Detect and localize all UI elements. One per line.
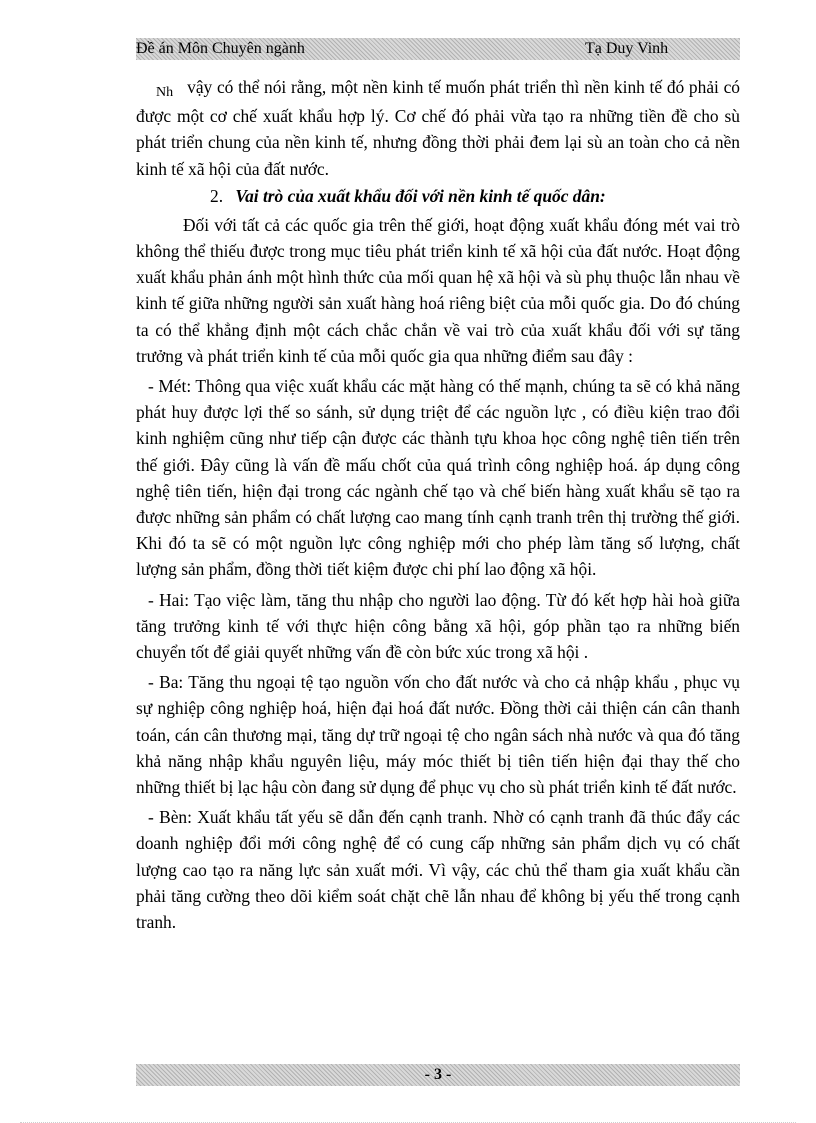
page-header	[136, 38, 740, 60]
bullet-item-4: - Bèn: Xuất khẩu tất yếu sẽ dẫn đến cạnh tranh. Nhờ có cạnh tranh đã thúc đẩy các doanh nghiệp đổi mới công nghệ để có cung cấp những sản phẩm dịch vụ có chất lượng cao tạo ra năng lực sản xuất mới. Vì vậy, các chủ thể tham gia xuất khẩu cần phải tăng cường theo dõi kiểm soát chặt chẽ lẫn nhau để không bị yếu thế trong cạnh tranh.	[136, 807, 740, 933]
paragraph-1: Đối với tất cả các quốc gia trên thế giới, hoạt động xuất khẩu đóng mét vai trò không thể thiếu được trong mục tiêu phát triển kinh tế xã hội của đất nước. Hoạt động xuất khẩu phản ánh một hình thức của mối quan hệ xã hội và sù phụ thuộc lẫn nhau về kinh tế giữa những người sản xuất hàng hoá riêng biệt của mỗi quốc gia. Do đó chúng ta có thể khẳng định một cách chắc chắn về vai trò của xuất khẩu đối với sự tăng trưởng và phát triển kinh tế của mỗi quốc gia qua những điểm sau đây :	[136, 214, 740, 366]
intro-paragraph	[136, 74, 740, 182]
section-title: Vai trò của xuất khẩu đối với nền kinh tế quốc dân:	[235, 185, 606, 206]
page-footer	[136, 1064, 740, 1086]
bullet-item-2: - Hai: Tạo việc làm, tăng thu nhập cho người lao động. Từ đó kết hợp hài hoà giữa tăng trưởng kinh tế với thực hiện công bằng xã hội, góp phần tạo ra những biến chuyển tốt để giải quyết những vấn đề còn bức xúc trong xã hội .	[136, 589, 740, 663]
bullet-item-1: - Mét: Thông qua việc xuất khẩu các mặt hàng có thế mạnh, chúng ta sẽ có khả năng phát huy được lợi thế so sánh, sử dụng triệt để các nguồn lực , có điều kiện trao đổi kinh nghiệm cũng như tiếp cận được các thành tựu khoa học công nghệ tiên tiến trên thế giới. Đây cũng là vấn đề mấu chốt của quá trình công nghiệp hoá. áp dụng công nghệ tiên tiến, hiện đại trong các ngành chế tạo và chế biến hàng xuất khẩu sẽ tạo ra được những sản phẩm có chất lượng cao mang tính cạnh tranh trên thị trường thế giới. Khi đó ta sẽ có một nguồn lực công nghiệp mới cho phép làm tăng số lượng, chất lượng sản phẩm, đồng thời tiết kiệm được chi phí lao động xã hội.	[136, 376, 740, 580]
header-author: Tạ Duy Vinh	[585, 40, 669, 57]
intro-text: vậy có thể nói rằng, một nền kinh tế muốn phát triển thì nền kinh tế đó phải có được một cơ chế xuất khẩu hợp lý. Cơ chế đó phải vừa tạo ra những tiền đề cho sù phát triển chung của nền kinh tế, nhưng đồng thời phải đem lại sù an toàn cho cả nền kinh tế xã hội của đất nước.	[136, 77, 740, 179]
page-number: - 3 -	[424, 1066, 452, 1083]
bullet-item-3: - Ba: Tăng thu ngoại tệ tạo nguồn vốn cho đất nước và cho cả nhập khẩu , phục vụ sự nghiệp công nghiệp hoá, hiện đại hoá đất nước. Đồng thời cải thiện cán cân thanh toán, cán cân thương mại, tăng dự trữ ngoại tệ cho ngân sách nhà nước và qua đó tăng khả năng nhập khẩu nguyên liệu, máy móc thiết bị tiên tiến hiện đại thay thế cho những thiết bị lạc hậu còn đang sử dụng để phục vụ cho sù phát triển kinh tế đất nước.	[136, 672, 740, 798]
section-heading	[136, 184, 740, 208]
document-body	[136, 74, 740, 935]
header-title: Đề án Môn Chuyên ngành	[136, 40, 305, 57]
intro-lead: Nh	[156, 85, 174, 100]
section-number: 2.	[210, 185, 224, 206]
